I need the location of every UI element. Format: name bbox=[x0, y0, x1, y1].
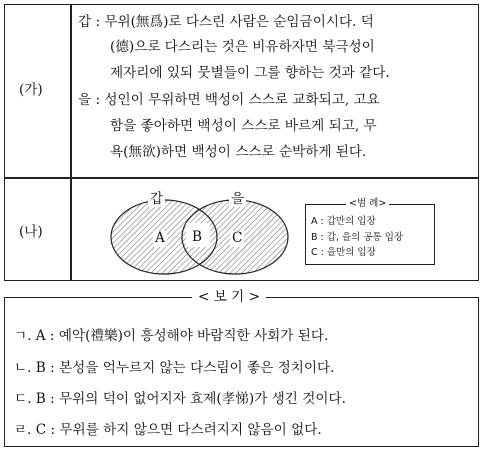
row-label-ga: (가) bbox=[19, 82, 43, 98]
row-label-na: (나) bbox=[19, 224, 43, 240]
bogi-item-2: ㄴ. B : 본성을 억누르지 않는 다스림이 좋은 정치이다. bbox=[14, 360, 335, 376]
table-column-divider bbox=[70, 4, 72, 281]
eul-line-3: 욕(無欲)하면 백성이 스스로 순박하게 된다. bbox=[110, 144, 367, 160]
venn-region-a: A bbox=[155, 230, 165, 246]
bogi-title: < 보 기 > bbox=[192, 291, 266, 305]
venn-region-b: B bbox=[192, 229, 202, 245]
legend-title: <범 례> bbox=[346, 199, 389, 209]
eul-line-1: 을 : 성인이 무위하면 백성이 스스로 교화되고, 고요 bbox=[78, 92, 380, 108]
legend-item-b: B : 갑, 을의 공통 입장 bbox=[311, 232, 404, 243]
bogi-item-3: ㄷ. B : 무위의 덕이 없어지자 효제(孝悌)가 생긴 것이다. bbox=[14, 391, 346, 407]
eul-line-2: 함을 좋아하면 백성이 스스로 바르게 되고, 무 bbox=[110, 118, 377, 134]
legend-item-a: A : 갑만의 입장 bbox=[311, 216, 376, 227]
bogi-item-4: ㄹ. C : 무위를 하지 않으면 다스려지지 않음이 없다. bbox=[14, 422, 322, 438]
venn-title-gap: 갑 bbox=[150, 191, 164, 207]
gap-line-1: 갑 : 무위(無爲)로 다스린 사람은 순임금이시다. 덕 bbox=[78, 14, 374, 30]
table-row-divider bbox=[4, 177, 479, 179]
venn-region-c: C bbox=[232, 230, 243, 246]
gap-line-3: 제자리에 있되 뭇별들이 그를 향하는 것과 같다. bbox=[110, 65, 390, 81]
venn-title-eul: 을 bbox=[231, 191, 245, 207]
legend-item-c: C : 을만의 입장 bbox=[311, 247, 376, 258]
gap-line-2: (德)으로 다스리는 것은 비유하자면 북극성이 bbox=[110, 39, 375, 55]
bogi-item-1: ㄱ. A : 예악(禮樂)이 흥성해야 바람직한 사회가 된다. bbox=[14, 328, 329, 344]
